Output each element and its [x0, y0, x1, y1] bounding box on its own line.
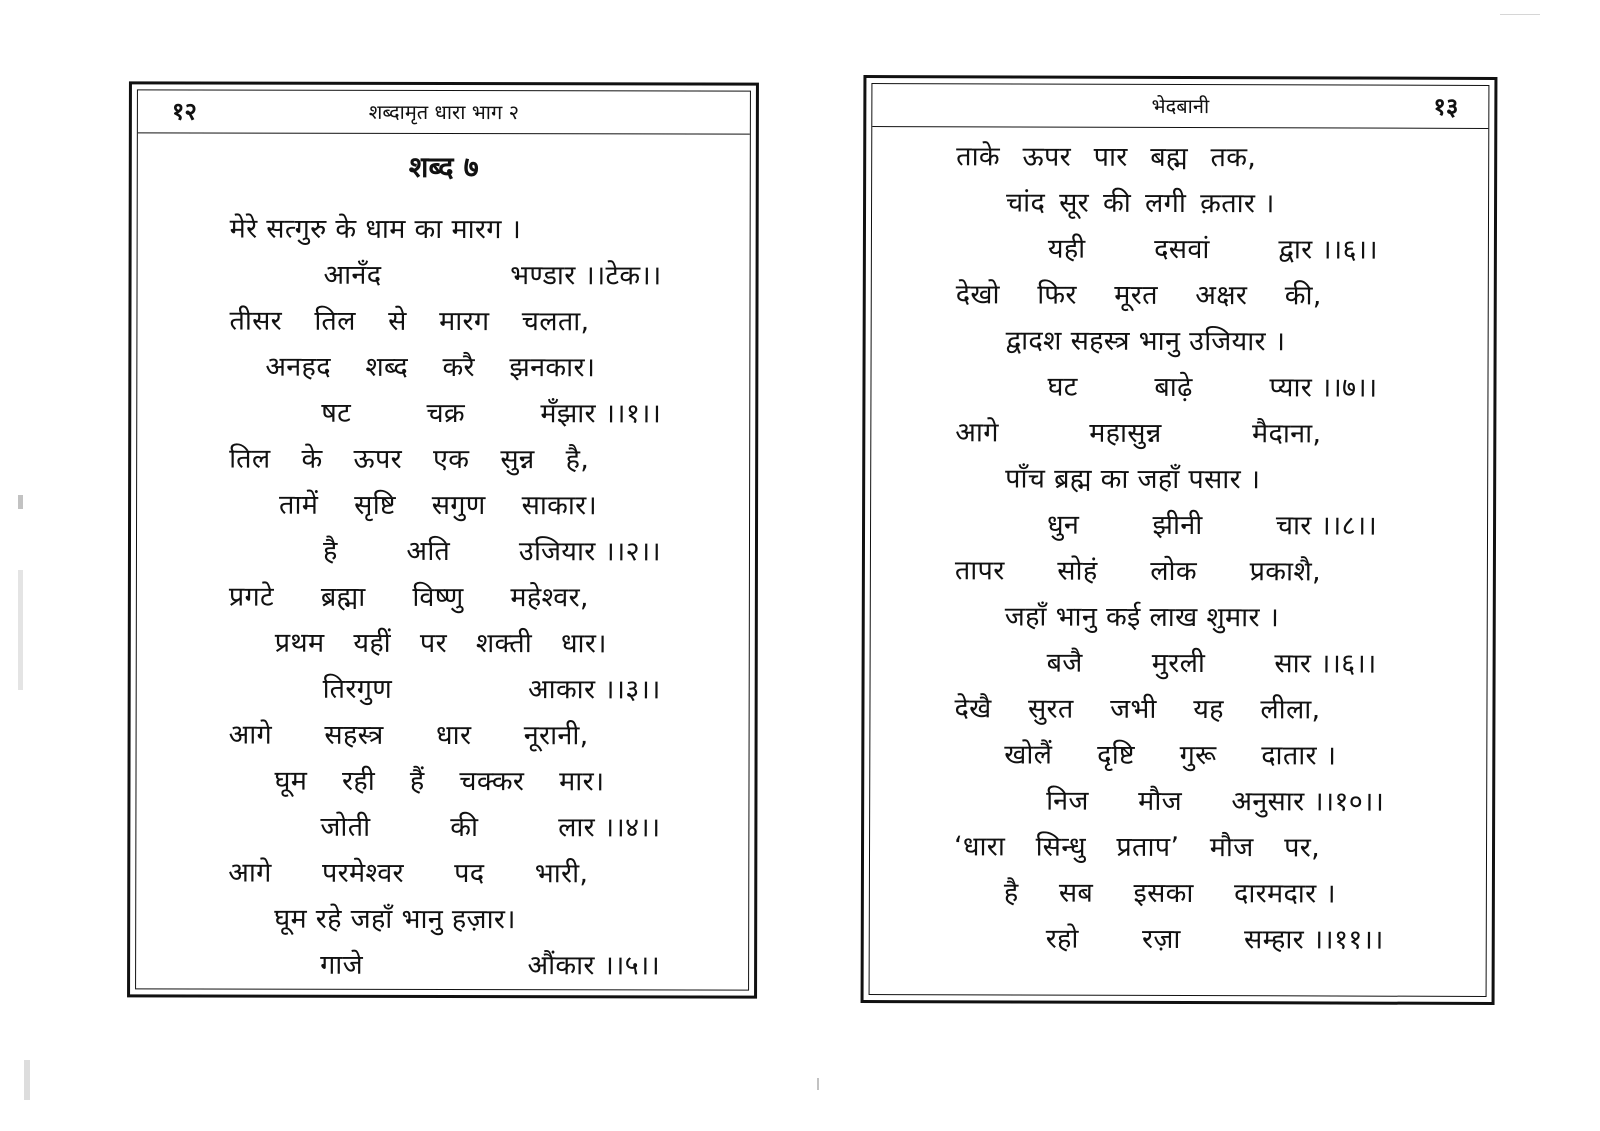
verse-word: सिन्धु: [1035, 831, 1086, 863]
verse-line: [275, 623, 607, 661]
verse-line: [955, 412, 1321, 450]
verse-word: साकार।: [521, 490, 598, 522]
verse-word: से: [388, 305, 407, 337]
verse-line: मेरे सत्गुरु के धाम का मारग ।: [229, 213, 522, 246]
verse-line: [1004, 734, 1336, 772]
verse-word: की: [450, 812, 479, 844]
verse-word: जोती: [320, 811, 371, 843]
verse-line: [954, 826, 1320, 864]
scan-speck: [24, 1060, 30, 1100]
verse-word: प्रताप’: [1116, 831, 1180, 864]
verse-word: घूम: [274, 765, 308, 797]
verse-word: औंकार ।।५।।: [527, 950, 661, 982]
verse-word: यही: [1047, 233, 1086, 265]
left-page-frame: [135, 89, 751, 990]
left-running-title: शब्दामृत धारा भाग २: [368, 99, 520, 125]
right-running-title: भेदबानी: [1151, 93, 1210, 119]
verse-word: चक्र: [426, 397, 466, 430]
verse-line: [1004, 872, 1336, 910]
verse-word: विष्णु: [412, 581, 464, 614]
verse-line: [228, 853, 588, 891]
right-page-frame: [869, 83, 1490, 997]
verse-line: [954, 688, 1320, 726]
verse-word: अनहद: [265, 351, 331, 383]
left-page-number: १२: [171, 97, 197, 126]
verse-word: ताके: [956, 141, 1000, 173]
verse-line: [229, 439, 589, 477]
verse-word: है: [1003, 877, 1019, 909]
shabd-title: शब्द ७: [408, 149, 479, 185]
verse-line: [229, 577, 589, 615]
verse-word: प्रकाशै,: [1249, 556, 1321, 588]
verse-word: आनँद: [323, 259, 382, 291]
scan-speck: [18, 495, 23, 509]
right-page-header: [872, 84, 1488, 129]
verse-word: दृष्टि: [1097, 739, 1135, 771]
verse-word: चलता,: [521, 306, 590, 338]
verse-line: [1047, 643, 1377, 681]
verse-word: देखै: [954, 693, 992, 725]
verse-line: [323, 669, 661, 707]
verse-word: ऊपर: [1022, 141, 1072, 173]
verse-word: तीसर: [229, 305, 283, 337]
scan-speck: [817, 1078, 819, 1090]
verse-word: लार ।।४।।: [558, 812, 661, 844]
verse-word: सम्हार ।।११।।: [1244, 924, 1384, 956]
verse-line: [1046, 781, 1384, 819]
verse-word: सूर: [1059, 187, 1090, 219]
verse-word: घट: [1047, 371, 1078, 403]
verse-word: शब्द: [365, 351, 409, 383]
verse-word: क़तार ।: [1200, 188, 1275, 220]
verse-line: [265, 347, 595, 385]
verse-word: शक्ती: [475, 628, 533, 660]
verse-line: [956, 274, 1322, 312]
verse-word: मैदाना,: [1252, 418, 1322, 450]
verse-word: मौज: [1209, 832, 1254, 864]
verse-line: द्वादश सहस्त्र भानु उजियार ।: [1005, 325, 1286, 358]
verse-word: पार: [1093, 141, 1128, 173]
verse-word: लोक: [1150, 555, 1197, 588]
verse-word: धुन: [1046, 509, 1080, 541]
verse-line: [229, 301, 589, 339]
verse-word: गाजे: [320, 949, 363, 981]
verse-word: अनुसार ।।१०।।: [1231, 786, 1385, 818]
verse-word: खोलैं: [1004, 739, 1053, 771]
verse-word: रज़ा: [1142, 923, 1181, 956]
verse-word: दारमदार ।: [1234, 878, 1336, 910]
verse-word: आगे: [955, 417, 999, 449]
verse-word: सोहं: [1057, 555, 1098, 587]
verse-word: प्रथम: [274, 627, 325, 659]
verse-word: सार ।।६।।: [1274, 648, 1377, 680]
verse-word: के: [301, 443, 323, 475]
verse-word: महेश्वर,: [510, 582, 589, 614]
verse-line: [323, 531, 661, 569]
left-page-header: [138, 90, 750, 134]
verse-word: एक: [433, 443, 470, 476]
scan-speck: [18, 570, 23, 690]
verse-line: [1046, 919, 1384, 957]
verse-word: करै: [442, 351, 475, 384]
verse-line: [956, 136, 1256, 174]
verse-word: मौज: [1138, 785, 1183, 818]
verse-line: जहाँ भानु कई लाख शुमार ।: [1004, 601, 1280, 634]
verse-word: है,: [565, 444, 590, 476]
verse-word: की,: [1284, 280, 1322, 312]
right-page: [861, 75, 1498, 1005]
verse-word: सगुण: [431, 489, 486, 522]
verse-line: [320, 807, 660, 845]
verse-word: सहस्त्र: [324, 719, 384, 751]
verse-word: है: [322, 535, 338, 567]
verse-word: चार ।।८।।: [1275, 510, 1378, 542]
verse-word: मुरली: [1151, 647, 1206, 680]
verse-word: भारी,: [534, 858, 589, 890]
verse-word: तिरगुण: [322, 673, 393, 705]
verse-word: बाढ़े: [1154, 371, 1193, 404]
verse-line: पाँच ब्रह्म का जहाँ पसार ।: [1005, 463, 1261, 496]
verse-word: लीला,: [1260, 694, 1321, 726]
verse-word: तिल: [229, 443, 271, 475]
verse-word: पर,: [1284, 832, 1321, 864]
verse-word: फिर: [1037, 279, 1077, 311]
verse-word: मार।: [559, 766, 605, 798]
verse-word: ब्रह्मा: [320, 581, 366, 613]
verse-word: निज: [1046, 785, 1089, 817]
verse-word: सब: [1058, 877, 1094, 909]
verse-line: [279, 485, 597, 523]
verse-word: परमेश्वर: [321, 857, 404, 889]
verse-word: अति: [406, 535, 451, 568]
verse-word: झीनी: [1152, 509, 1203, 542]
verse-word: यह: [1193, 694, 1224, 726]
verse-word: दसवां: [1154, 233, 1210, 266]
verse-word: आगे: [228, 719, 273, 751]
verse-line: [1006, 182, 1275, 220]
right-page-number: १३: [1433, 92, 1459, 121]
verse-line: घूम रहे जहाँ भानु हज़ार।: [274, 903, 516, 936]
verse-word: दातार ।: [1261, 740, 1337, 772]
verse-word: मारग: [439, 305, 490, 338]
verse-line: [321, 393, 661, 431]
verse-word: मूरत: [1114, 279, 1158, 311]
verse-word: अक्षर: [1195, 280, 1248, 312]
verse-word: तिल: [314, 305, 356, 337]
verse-word: चक्कर: [459, 766, 525, 798]
scan-speck: [1500, 14, 1540, 15]
verse-word: पर: [419, 627, 447, 660]
verse-word: लगी: [1145, 187, 1187, 220]
verse-word: तक,: [1210, 142, 1257, 174]
verse-line: [955, 550, 1321, 588]
verse-word: तामें: [279, 489, 319, 521]
verse-line: [274, 761, 604, 799]
verse-word: आगे: [228, 857, 272, 889]
verse-word: सृष्टि: [354, 489, 396, 521]
verse-word: आकार ।।३।।: [528, 674, 661, 706]
verse-word: यहीं: [353, 627, 392, 659]
verse-line: [1047, 367, 1377, 405]
verse-word: सुरत: [1027, 693, 1074, 725]
verse-word: ‘धारा: [953, 831, 1006, 863]
verse-word: चांद: [1006, 187, 1046, 219]
verse-line: [229, 715, 589, 753]
verse-word: झनकार।: [509, 352, 596, 384]
verse-line: [1048, 229, 1378, 267]
verse-word: ऊपर: [353, 443, 403, 475]
verse-word: पद: [454, 858, 485, 890]
verse-word: षट: [321, 397, 352, 429]
verse-word: मँझार ।।१।।: [540, 398, 662, 430]
verse-word: महासुन्न: [1089, 417, 1162, 449]
left-page: [127, 81, 759, 998]
verse-line: [1047, 505, 1377, 543]
verse-word: बह्म: [1150, 141, 1188, 174]
verse-word: धार: [436, 719, 472, 752]
verse-word: तापर: [954, 555, 1005, 587]
verse-word: बजै: [1046, 647, 1083, 679]
verse-word: रही: [342, 765, 376, 797]
verse-word: भण्डार ।।टेक।।: [510, 260, 662, 292]
verse-word: देखो: [955, 279, 1000, 311]
verse-word: की: [1102, 187, 1132, 219]
verse-word: जभी: [1110, 693, 1157, 725]
verse-line: [320, 945, 660, 983]
verse-word: उजियार ।।२।।: [518, 536, 662, 568]
verse-word: गुरू: [1179, 740, 1217, 772]
verse-word: सुन्न: [500, 444, 535, 476]
verse-word: प्रगटे: [228, 581, 274, 613]
verse-line: [324, 255, 662, 293]
verse-word: प्यार ।।७।।: [1269, 372, 1378, 404]
verse-word: द्वार ।।६।।: [1278, 234, 1378, 266]
verse-word: धार।: [560, 628, 607, 660]
verse-word: इसका: [1133, 877, 1194, 910]
verse-word: रहो: [1045, 923, 1079, 955]
verse-word: हैं: [409, 765, 425, 797]
verse-word: नूरानी,: [523, 720, 589, 752]
